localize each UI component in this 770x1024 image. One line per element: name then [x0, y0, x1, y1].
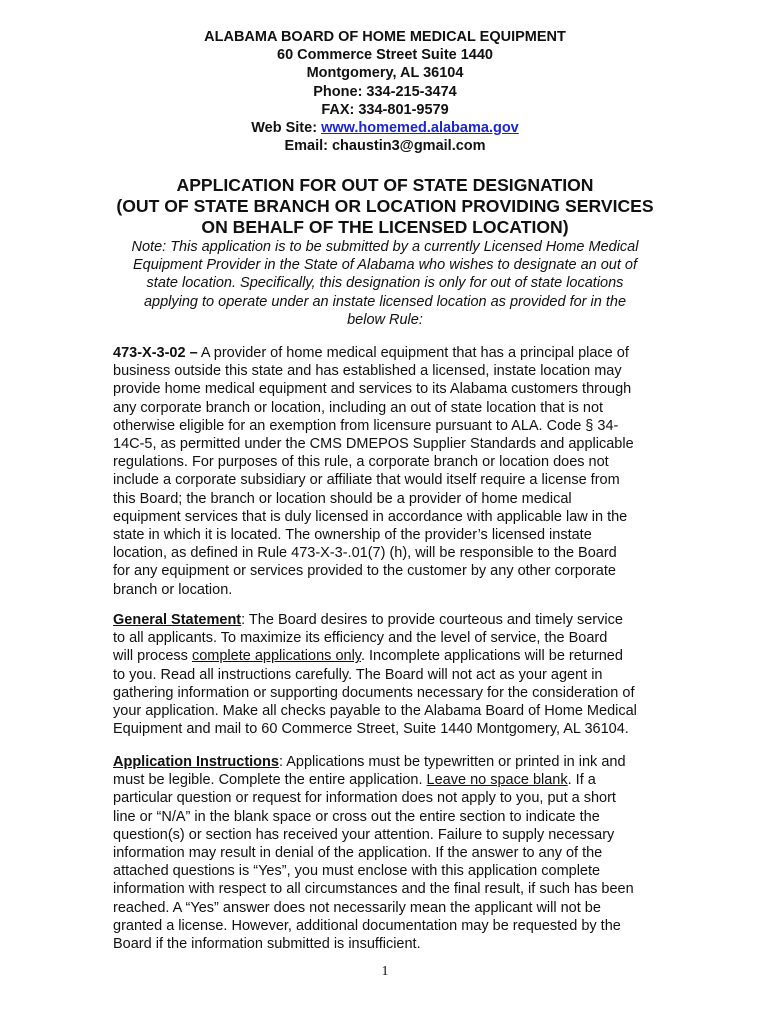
rule-line: equipment services that is duly licensed in accordance with applicable law in the: [113, 508, 628, 525]
title-line-3: ON BEHALF OF THE LICENSED LOCATION): [201, 217, 569, 237]
note-line: Note: This application is to be submitted by a currently Licensed Home Medical: [131, 239, 639, 255]
rule-text: A provider of home medical equipment that has a principal place of: [197, 345, 629, 361]
note: [110, 238, 660, 329]
general-heading: General Statement: [113, 612, 242, 628]
general-line: Equipment and mail to 60 Commerce Street, Suite 1440 Montgomery, AL 36104.: [113, 721, 629, 738]
general-line: gathering information or supporting documents necessary for the consideration of: [113, 684, 635, 701]
general-line: [113, 611, 637, 629]
instructions-line: [113, 753, 634, 771]
instructions-line: particular question or request for information does not apply to you, put a short: [113, 790, 616, 807]
instructions-line: [113, 771, 634, 789]
page-number: 1: [381, 964, 389, 979]
rule-line: any corporate branch or location, including an out of state location that is not: [113, 399, 604, 416]
website-label: Web Site:: [251, 120, 318, 137]
instructions-line: reached. A “Yes” answer does not necessarily mean the applicant will not be: [113, 899, 601, 916]
rule-line: location, as defined in Rule 473-X-3-.01(7) (h), will be responsible to the Board: [113, 545, 617, 562]
rule-line: [113, 344, 634, 362]
general-text: . Incomplete applications will be returned: [360, 648, 623, 665]
rule-line: include a corporate subsidiary or affiliate that would itself require a license from: [113, 472, 620, 489]
org-name: ALABAMA BOARD OF HOME MEDICAL EQUIPMENT: [204, 29, 566, 45]
instructions-line: attached questions is “Yes”, you must enclose with this application complete: [113, 863, 601, 880]
rule-line: provide home medical equipment and services to its Alabama customers through: [113, 381, 632, 398]
general-line: to all applicants. To maximize its efficiency and the level of service, the Board: [113, 630, 608, 647]
general-line: [113, 647, 637, 665]
rule-line: this Board; the branch or location should be a provider of home medical: [113, 490, 572, 507]
address-line-1: 60 Commerce Street Suite 1440: [277, 47, 493, 64]
leave-no-space-emphasis: Leave no space blank: [426, 772, 568, 789]
instructions-line: Board if the information submitted is insufficient.: [113, 936, 421, 953]
phone: Phone: 334-215-3474: [313, 83, 457, 100]
fax: FAX: 334-801-9579: [321, 101, 449, 118]
note-line: applying to operate under an instate licensed location as provided for in the: [143, 293, 627, 310]
general-statement: [113, 611, 637, 738]
note-line: Equipment Provider in the State of Alabama who wishes to designate an out of: [132, 257, 638, 274]
instructions-text: must be legible. Complete the entire application.: [113, 772, 427, 789]
note-line: state location. Specifically, this designation is only for out of state locations: [146, 275, 624, 292]
website-link[interactable]: www.homemed.alabama.gov: [321, 120, 519, 137]
general-text: : The Board desires to provide courteous and timely service: [241, 612, 623, 628]
title-line-2: (OUT OF STATE BRANCH OR LOCATION PROVIDING SERVICES: [116, 196, 654, 216]
instructions-line: question(s) or section has received your attention. Failure to supply necessary: [113, 826, 615, 843]
instructions-line: granted a license. However, additional documentation may be requested by the: [113, 917, 621, 934]
rule-line: state in which it is located. The ownership of the provider’s licensed instate: [113, 527, 592, 544]
email: Email: chaustin3@gmail.com: [284, 138, 486, 155]
rule-line: otherwise eligible for an exemption from licensure pursuant to ALA. Code § 34-: [113, 417, 619, 434]
rule-line: for any equipment or services provided to the customer by any other corporate: [113, 563, 616, 580]
instructions-text: . If a: [567, 772, 596, 789]
general-line: your application. Make all checks payable to the Alabama Board of Home Medical: [113, 703, 637, 720]
rule-code: 473-X-3-02 –: [113, 345, 198, 361]
instructions-text: : Applications must be typewritten or printed in ink and: [278, 754, 626, 770]
rule-line: branch or location.: [113, 581, 233, 598]
rule-paragraph: [113, 344, 634, 599]
letterhead: [0, 28, 770, 155]
title-line-1: APPLICATION FOR OUT OF STATE DESIGNATION: [176, 175, 594, 195]
rule-line: 14C-5, as permitted under the CMS DMEPOS Supplier Standards and applicable: [113, 436, 634, 453]
instructions-heading: Application Instructions: [113, 754, 279, 770]
instructions-line: line or “N/A” in the blank space or cross out the entire section to indicate the: [113, 808, 600, 825]
instructions-line: information may result in denial of the application. If the answer to any of the: [113, 845, 603, 862]
rule-line: regulations. For purposes of this rule, a corporate branch or location does not: [113, 454, 609, 471]
general-line: to you. Read all instructions carefully. The Board will not act as your agent in: [113, 666, 603, 683]
general-text: will process: [113, 648, 192, 665]
note-line: below Rule:: [347, 311, 423, 328]
complete-applications-emphasis: complete applications only: [191, 648, 361, 665]
instructions-line: information with respect to all circumstances and the final result, if such has been: [113, 881, 634, 898]
rule-line: business outside this state and has established a licensed, instate location may: [113, 363, 622, 380]
document-title: [0, 175, 770, 238]
website-line: [0, 119, 770, 137]
address-line-2: Montgomery, AL 36104: [306, 65, 464, 82]
application-instructions: [113, 753, 634, 953]
